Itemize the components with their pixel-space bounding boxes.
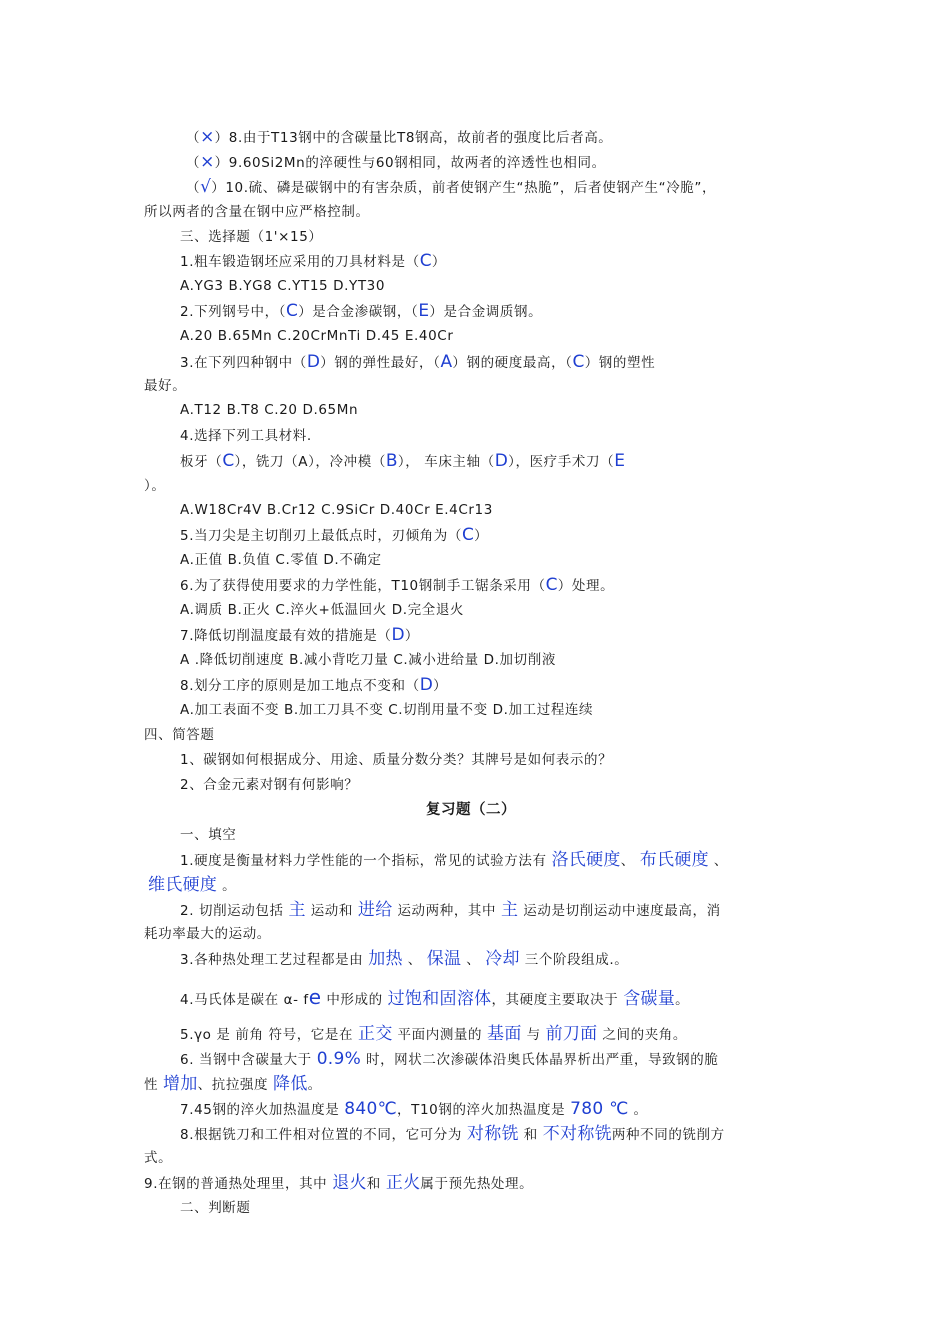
fill-q2: 2. 切削运动包括 主 运动和 进给 运动两种，其中 主 运动是切削运动中速度最高，消	[180, 900, 721, 920]
choice-q1-options: A.YG3 B.YG8 C.YT15 D.YT30	[180, 278, 386, 294]
answer: 降低	[273, 1074, 308, 1094]
fill-q5: 5.γo 是 前角 符号，它是在 正交 平面内测量的 基面 与 前刀面 之间的夹角。	[180, 1024, 687, 1044]
choice-q7: 7.降低切削温度最有效的措施是（D）	[180, 625, 419, 645]
judgement-item-8: （×）8.由于T13钢中的含碳量比T8钢高，故前者的强度比后者高。	[186, 127, 613, 147]
answer: D	[494, 451, 509, 471]
answer: C	[461, 525, 475, 545]
fill-q8: 8.根据铣刀和工件相对位置的不同，它可分为 对称铣 和 不对称铣两种不同的铣削方	[180, 1124, 725, 1144]
choice-q3-cont: 最好。	[144, 378, 187, 394]
choice-q5: 5.当刀尖是主切削刃上最低点时，刃倾角为（C）	[180, 525, 489, 545]
answer-mark: ×	[200, 152, 215, 172]
choice-q6: 6.为了获得使用要求的力学性能，T10钢制手工锯条采用（C）处理。	[180, 575, 615, 595]
answer: 不对称铣	[542, 1124, 612, 1144]
page-title: 复习题（二）	[426, 802, 516, 818]
answer: 0.9%	[316, 1049, 362, 1069]
short-answer-q1: 1、碳钢如何根据成分、用途、质量分数分类？其牌号是如何表示的？	[180, 752, 613, 768]
answer: A	[440, 352, 453, 372]
answer: 含碳量	[623, 989, 676, 1009]
choice-q4-options: A.W18Cr4V B.Cr12 C.9SiCr D.40Cr E.4Cr13	[180, 502, 493, 518]
judgement-item-10: （√）10.硫、磷是碳钢中的有害杂质，前者使钢产生“热脆”，后者使钢产生“冷脆”，	[186, 177, 717, 197]
answer: C	[572, 352, 585, 372]
section-heading-short-answer: 四、简答题	[144, 727, 215, 743]
choice-q2-options: A.20 B.65Mn C.20CrMnTi D.45 E.40Cr	[180, 328, 454, 344]
answer-mark: ×	[200, 127, 215, 147]
judgement-item-10-cont: 所以两者的含量在钢中应严格控制。	[144, 204, 370, 220]
fill-q6: 6. 当钢中含碳量大于 0.9% 时，网状二次渗碳体沿奥氏体晶界析出严重，导致钢的脆	[180, 1049, 719, 1069]
choice-q5-options: A.正值 B.负值 C.零值 D.不确定	[180, 552, 382, 568]
section-heading-fill: 一、填空	[180, 827, 237, 843]
fill-q7: 7.45钢的淬火加热温度是 840℃，T10钢的淬火加热温度是 780 ℃ 。	[180, 1099, 648, 1119]
choice-q1: 1.粗车锻造钢坯应采用的刀具材料是（C）	[180, 251, 446, 271]
answer: C	[222, 451, 235, 471]
answer: 基面	[487, 1024, 522, 1044]
choice-q6-options: A.调质 B.正火 C.淬火+低温回火 D.完全退火	[180, 602, 465, 618]
answer: 840℃	[344, 1099, 398, 1119]
choice-q3: 3.在下列四种钢中（D）钢的弹性最好，（A）钢的硬度最高，（C）钢的塑性	[180, 352, 656, 372]
answer: 对称铣	[466, 1124, 519, 1144]
answer: 过饱和固溶体	[387, 989, 492, 1009]
answer: 加热	[368, 949, 403, 969]
answer: 冷却	[485, 949, 520, 969]
answer: B	[385, 451, 398, 471]
fill-q1: 1.硬度是衡量材料力学性能的一个指标，常见的试验方法有 洛氏硬度、 布氏硬度 、	[180, 850, 728, 870]
fill-q8-cont: 式。	[144, 1150, 173, 1166]
answer: D	[419, 675, 434, 695]
judgement-item-9: （×）9.60Si2Mn的淬硬性与60钢相同，故两者的淬透性也相同。	[186, 152, 606, 172]
fill-q2-cont: 耗功率最大的运动。	[144, 926, 271, 942]
answer: 主	[501, 900, 519, 920]
answer: 进给	[357, 900, 393, 920]
choice-q4: 4.选择下列工具材料.	[180, 428, 312, 444]
answer: 780 ℃	[570, 1099, 629, 1119]
section-heading-judgement: 二、判断题	[180, 1200, 251, 1216]
fill-q3: 3.各种热处理工艺过程都是由 加热 、 保温 、 冷却 三个阶段组成.。	[180, 949, 629, 969]
fill-q6-cont: 性 增加、抗拉强度 降低。	[144, 1074, 322, 1094]
answer: C	[545, 575, 558, 595]
answer-mark: √	[200, 177, 212, 197]
fill-q9: 9.在钢的普通热处理里，其中 退火和 正火属于预先热处理。	[144, 1173, 534, 1193]
answer: E	[614, 451, 626, 471]
answer: 主	[288, 900, 306, 920]
answer: 正交	[358, 1024, 393, 1044]
answer: E	[418, 301, 430, 321]
answer: C	[419, 251, 432, 271]
answer: 维氏硬度	[148, 875, 218, 895]
choice-q8: 8.划分工序的原则是加工地点不变和（D）	[180, 675, 448, 695]
answer: 保温	[426, 949, 462, 969]
fill-q4: 4.马氏体是碳在 α- fe 中形成的 过饱和固溶体，其硬度主要取决于 含碳量。	[180, 985, 690, 1009]
section-heading-choice: 三、选择题（1'×15）	[180, 229, 323, 245]
answer: 布氏硬度	[639, 850, 709, 870]
choice-q4-blanks: 板牙（C），铣刀（A），冷冲模（B）， 车床主轴（D），医疗手术刀（E	[180, 451, 626, 471]
short-answer-q2: 2、合金元素对钢有何影响？	[180, 777, 359, 793]
choice-q3-options: A.T12 B.T8 C.20 D.65Mn	[180, 402, 359, 418]
answer: 洛氏硬度	[551, 850, 621, 870]
answer: D	[306, 352, 321, 372]
answer: 退火	[332, 1173, 367, 1193]
fill-q1-cont: 维氏硬度 。	[148, 875, 237, 895]
answer: 增加	[163, 1074, 198, 1094]
answer: 前刀面	[545, 1024, 598, 1044]
choice-q8-options: A.加工表面不变 B.加工刀具不变 C.切削用量不变 D.加工过程连续	[180, 702, 594, 718]
answer: D	[391, 625, 405, 645]
answer: 正火	[385, 1173, 421, 1193]
choice-q7-options: A .降低切削速度 B.减小背吃刀量 C.减小进给量 D.加切削液	[180, 652, 556, 668]
answer: C	[286, 301, 299, 321]
choice-q2: 2.下列钢号中，（C）是合金渗碳钢，（E）是合金调质钢。	[180, 301, 543, 321]
choice-q4-cont: ）。	[144, 478, 166, 494]
